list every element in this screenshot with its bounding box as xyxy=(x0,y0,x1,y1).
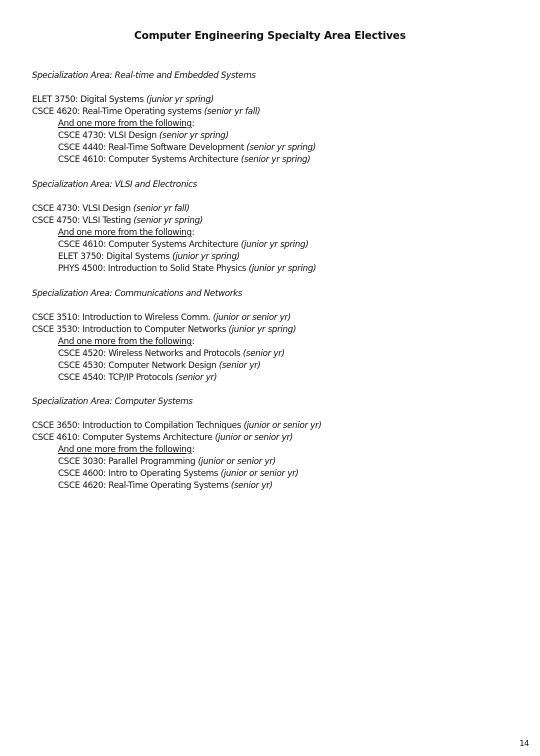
required-course: CSCE 4620: Real-Time Operating systems (senior yr fall) xyxy=(32,107,261,117)
choose-one-label: And one more from the following: xyxy=(58,445,195,455)
required-course: ELET 3750: Digital Systems (junior yr spring) xyxy=(32,95,214,105)
specialization-section xyxy=(32,70,512,166)
specialization-section xyxy=(32,179,512,275)
page-title: Computer Engineering Specialty Area Electives xyxy=(134,30,406,42)
elective-option: CSCE 4600: Intro to Operating Systems (junior or senior yr) xyxy=(58,469,299,479)
elective-option: CSCE 4520: Wireless Networks and Protocols (senior yr) xyxy=(58,349,285,359)
elective-option: CSCE 4620: Real-Time Operating Systems (senior yr) xyxy=(58,481,273,491)
section-heading: Specialization Area: Computer Systems xyxy=(32,397,193,407)
required-course: CSCE 4750: VLSI Testing (senior yr spring) xyxy=(32,216,203,226)
required-course: CSCE 3650: Introduction to Compilation Techniques (junior or senior yr) xyxy=(32,421,322,431)
page-number: 14 xyxy=(519,739,529,748)
elective-option: CSCE 3030: Parallel Programming (junior or senior yr) xyxy=(58,457,276,467)
choose-one-label: And one more from the following: xyxy=(58,119,195,129)
specialization-section xyxy=(32,288,512,384)
section-heading: Specialization Area: VLSI and Electronics xyxy=(32,180,197,190)
section-heading: Specialization Area: Communications and Networks xyxy=(32,289,243,299)
elective-option: CSCE 4610: Computer Systems Architecture (senior yr spring) xyxy=(58,155,311,165)
choose-one-label: And one more from the following: xyxy=(58,337,195,347)
elective-option: CSCE 4440: Real-Time Software Development (senior yr spring) xyxy=(58,143,316,153)
required-course: CSCE 4730: VLSI Design (senior yr fall) xyxy=(32,204,190,214)
required-course: CSCE 3530: Introduction to Computer Networks (junior yr spring) xyxy=(32,325,297,335)
section-heading: Specialization Area: Real-time and Embedded Systems xyxy=(32,71,256,81)
elective-option: CSCE 4730: VLSI Design (senior yr spring) xyxy=(58,131,229,141)
elective-option: ELET 3750: Digital Systems (junior yr spring) xyxy=(58,252,240,262)
choose-one-label: And one more from the following: xyxy=(58,228,195,238)
specialization-section xyxy=(32,396,512,492)
required-course: CSCE 3510: Introduction to Wireless Comm. (junior or senior yr) xyxy=(32,313,291,323)
elective-option: PHYS 4500: Introduction to Solid State Physics (junior yr spring) xyxy=(58,264,317,274)
elective-option: CSCE 4540: TCP/IP Protocols (senior yr) xyxy=(58,373,217,383)
elective-option: CSCE 4530: Computer Network Design (senior yr) xyxy=(58,361,261,371)
elective-option: CSCE 4610: Computer Systems Architecture (junior yr spring) xyxy=(58,240,309,250)
required-course: CSCE 4610: Computer Systems Architecture (junior or senior yr) xyxy=(32,433,293,443)
